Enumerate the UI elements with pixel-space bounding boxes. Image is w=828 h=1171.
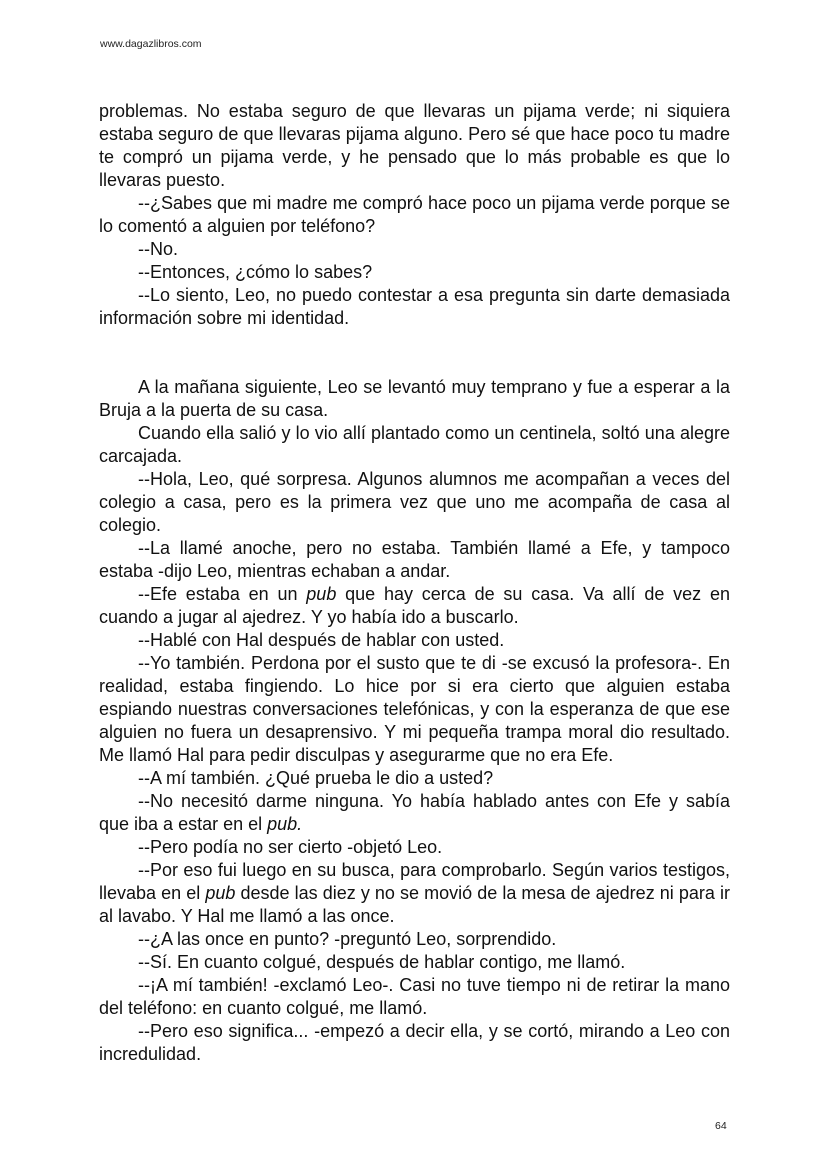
text-run: desde las diez y no se movió de la mesa de ajedrez ni para ir al lavabo. Y Hal me llamó a las once.	[99, 883, 730, 926]
paragraph: A la mañana siguiente, Leo se levantó muy temprano y fue a esperar a la Bruja a la puerta de su casa.	[99, 377, 730, 420]
text-run: --Efe estaba en un	[138, 584, 307, 604]
header-url: www.dagazlibros.com	[100, 38, 202, 50]
paragraph: --Pero eso significa... -empezó a decir ella, y se cortó, mirando a Leo con incredulidad.	[99, 1021, 730, 1064]
paragraph: --Yo también. Perdona por el susto que te di -se excusó la profesora-. En realidad, estaba fingiendo. Lo hice por si era cierto que alguien estaba espiando nuestras conversaciones telefónicas, y con la esperanza de que ese alguien no fuera un desaprensivo. Y mi pequeña trampa moral dio resultado. Me llamó Hal para pedir disculpas y asegurarme que no era Efe.	[99, 653, 730, 765]
paragraph	[99, 583, 730, 629]
paragraph: problemas. No estaba seguro de que llevaras un pijama verde; ni siquiera estaba seguro de que llevaras pijama alguno. Pero sé que hace poco tu madre te compró un pijama verde, y he pensado que lo más probable es que lo llevaras puesto.	[99, 101, 730, 190]
paragraph: --Sí. En cuanto colgué, después de hablar contigo, me llamó.	[138, 952, 626, 972]
paragraph: --No.	[138, 239, 178, 259]
paragraph: --Entonces, ¿cómo lo sabes?	[138, 262, 373, 282]
paragraph: --¿A las once en punto? -preguntó Leo, sorprendido.	[138, 929, 557, 949]
text-run: --Por eso fui luego en su busca, para comprobarlo. Según varios testigos, llevaba en el	[99, 860, 730, 903]
italic-text: pub.	[267, 814, 303, 834]
page-number: 64	[715, 1120, 727, 1132]
page-body	[99, 100, 730, 1066]
paragraph: --Hablé con Hal después de hablar con usted.	[138, 630, 505, 650]
section-break	[99, 330, 730, 376]
paragraph: --¿Sabes que mi madre me compró hace poco un pijama verde porque se lo comentó a alguien por teléfono?	[99, 193, 730, 236]
paragraph: Cuando ella salió y lo vio allí plantado como un centinela, soltó una alegre carcajada.	[99, 423, 730, 466]
paragraph: --A mí también. ¿Qué prueba le dio a usted?	[138, 768, 494, 788]
paragraph: --Lo siento, Leo, no puedo contestar a esa pregunta sin darte demasiada información sobre mi identidad.	[99, 285, 730, 328]
paragraph: --La llamé anoche, pero no estaba. También llamé a Efe, y tampoco estaba -dijo Leo, mientras echaban a andar.	[99, 538, 730, 581]
paragraph: --Pero podía no ser cierto -objetó Leo.	[138, 837, 443, 857]
paragraph: --¡A mí también! -exclamó Leo-. Casi no tuve tiempo ni de retirar la mano del teléfono: en cuanto colgué, me llamó.	[99, 975, 730, 1018]
paragraph	[99, 790, 730, 836]
italic-text: pub	[205, 883, 236, 903]
text-run: --No necesitó darme ninguna. Yo había hablado antes con Efe y sabía que iba a estar en el	[99, 791, 730, 834]
paragraph	[99, 859, 730, 928]
paragraph: --Hola, Leo, qué sorpresa. Algunos alumnos me acompañan a veces del colegio a casa, pero es la primera vez que uno me acompaña de casa al colegio.	[99, 469, 730, 535]
text-run: que hay cerca de su casa. Va allí de vez en cuando a jugar al ajedrez. Y yo había ido a buscarlo.	[99, 584, 730, 627]
italic-text: pub	[306, 584, 337, 604]
